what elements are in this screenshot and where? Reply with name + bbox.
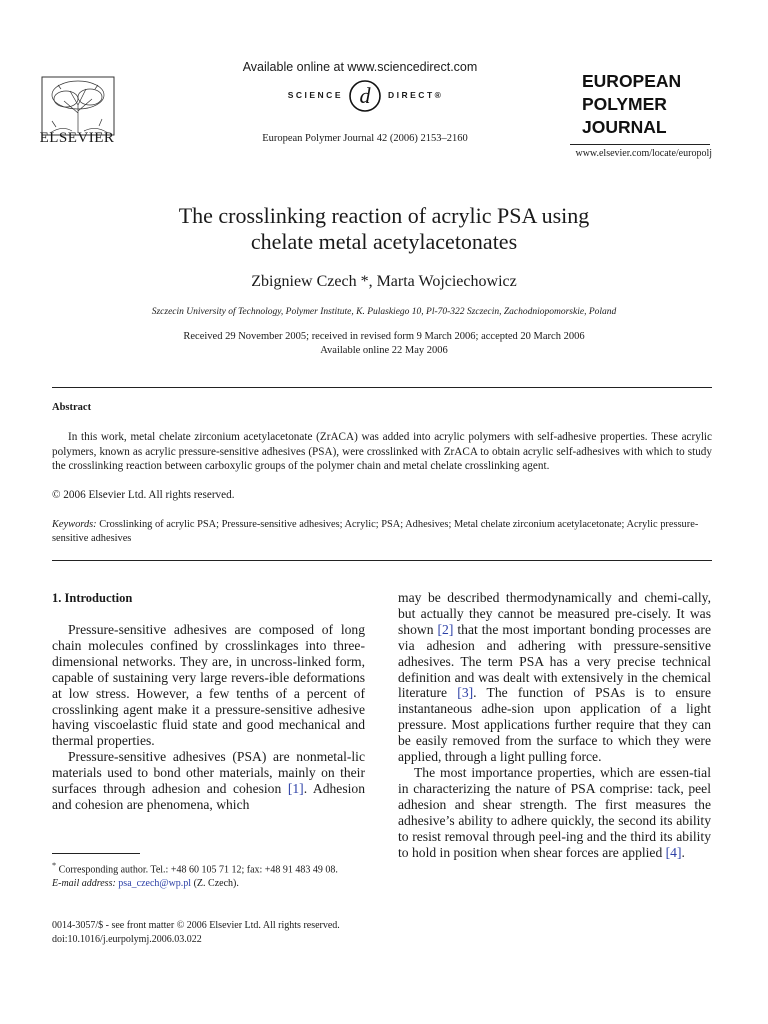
- publisher-name: ELSEVIER: [39, 130, 115, 146]
- footnote: [52, 859, 365, 891]
- abstract-text: In this work, metal chelate zirconium acetylacetonate (ZrACA) was added into acrylic polymers with self-adhesive properties. These acrylic polymers, known as acrylic pressure-sensitive adhesives (PSA), were crosslinked with ZrACA to obtain acrylic self-adhesives with which to study the crosslinking reaction between carboxylic groups of the polymer chain and metal chelate crosslinking agent.: [52, 431, 712, 473]
- paragraph: [398, 590, 711, 765]
- journal-name-line: EUROPEAN: [582, 71, 682, 91]
- sd-right-text: DIRECT®: [388, 90, 444, 100]
- email-link[interactable]: psa_czech@wp.pl: [118, 878, 192, 890]
- affiliation: Szczecin University of Technology, Polymer Institute, K. Pulaskiego 10, Pl-70-322 Szczecin, Zachodniopomorskie, Poland: [151, 307, 617, 317]
- dates-received: Received 29 November 2005; received in revised form 9 March 2006; accepted 20 March 2006: [183, 331, 585, 342]
- article-dates: [60, 330, 708, 358]
- dates-online: Available online 22 May 2006: [320, 345, 448, 356]
- sciencedirect-logo[interactable]: [248, 80, 480, 116]
- divider-top: [52, 387, 712, 388]
- sciencedirect-d-icon: [347, 78, 383, 114]
- issn-line: 0014-3057/$ - see front matter © 2006 Elsevier Ltd. All rights reserved.: [52, 920, 340, 931]
- keywords-label: Keywords:: [52, 519, 97, 530]
- front-matter: [52, 919, 472, 947]
- citation-link[interactable]: [2]: [437, 621, 454, 637]
- paragraph: [52, 749, 365, 813]
- abstract-heading: Abstract: [52, 402, 92, 413]
- footnote-line: [52, 859, 365, 877]
- section-heading: 1. Introduction: [52, 591, 133, 605]
- journal-name-line: JOURNAL: [582, 117, 667, 137]
- journal-name: [582, 70, 722, 139]
- svg-text:d: d: [359, 83, 371, 108]
- title-line: The crosslinking reaction of acrylic PSA using: [178, 203, 590, 228]
- left-column: [52, 622, 365, 813]
- keywords: [52, 518, 712, 546]
- journal-citation: European Polymer Journal 42 (2006) 2153–2160: [262, 133, 468, 144]
- sd-left-text: SCIENCE: [287, 90, 343, 100]
- journal-url[interactable]: www.elsevier.com/locate/europolj: [575, 148, 712, 159]
- citation-link[interactable]: [4]: [665, 844, 682, 860]
- footnote-rule: [52, 853, 140, 854]
- email-label: E-mail address:: [52, 878, 116, 890]
- doi-line[interactable]: doi:10.1016/j.eurpolymj.2006.03.022: [52, 934, 202, 945]
- footnote-marker: *: [52, 861, 57, 870]
- paragraph-text: Pressure-sensitive adhesives (PSA) are nonmetal-lic materials used to bond other materials, mainly on their surfaces through adhesion and cohesion: [52, 749, 365, 797]
- paragraph: Pressure-sensitive adhesives are composed of long chain molecules confined by crosslinkages into three-dimensional networks. They are, in uncross-linked form, capable of sustaining very large revers-ible deformations at low stress. However, a few tenths of a percent of crosslinking agent make it a pressure-sensitive adhesive having viscoelastic fluid state and good mechanical and thermal properties.: [52, 622, 365, 749]
- citation-link[interactable]: [1]: [287, 781, 304, 797]
- paragraph-text: .: [681, 844, 685, 860]
- journal-rule: [570, 144, 710, 145]
- footnote-text: Corresponding author. Tel.: +48 60 105 71 12; fax: +48 91 483 49 08.: [58, 864, 338, 876]
- right-column: [398, 590, 711, 860]
- authors: Zbigniew Czech *, Marta Wojciechowicz: [251, 273, 517, 290]
- divider-bottom: [52, 560, 712, 561]
- title-line: chelate metal acetylacetonates: [250, 229, 518, 254]
- article-title: [60, 203, 708, 255]
- paragraph-text: . The function of PSAs is to ensure instantaneous adhe-sion upon application of a light pressure. Most applications further require that they can be easily removed from the surface to which they were applied, through a light pulling force.: [398, 685, 711, 765]
- paragraph-text: may be described thermodynamically and chemi-cally, but actually they cannot be measured pre-cisely. It was shown: [398, 590, 711, 637]
- keywords-text: Crosslinking of acrylic PSA; Pressure-sensitive adhesives; Acrylic; PSA; Adhesives; Metal chelate zirconium acetylacetonate; Acrylic pressure-sensitive adhesives: [52, 519, 699, 544]
- paragraph-text: . Adhesion and cohesion are phenomena, which: [52, 781, 365, 812]
- paragraph: [398, 765, 711, 860]
- journal-name-line: POLYMER: [582, 94, 667, 114]
- footnote-email-line: [52, 877, 365, 891]
- abstract-copyright: © 2006 Elsevier Ltd. All rights reserved.: [52, 489, 235, 501]
- paragraph-text: The most importance properties, which are essen-tial in characterizing the nature of PSA comprise: tack, peel adhesion and shear strength. The first measures the adhesive’s ability to adhere quickly, the second its ability to resist removal through peel-ing and the third its ability to hold in position when shear forces are applied: [398, 764, 711, 860]
- email-suffix: (Z. Czech).: [191, 878, 239, 890]
- paragraph-text: that the most important bonding processes are via adhesion and adhering with pressure-sensitive adhesives. The term PSA has a very precise technical definition and was dealt with extensively in the chemical literature: [398, 621, 711, 701]
- available-online[interactable]: Available online at www.sciencedirect.com: [242, 60, 478, 74]
- citation-link[interactable]: [3]: [457, 685, 474, 701]
